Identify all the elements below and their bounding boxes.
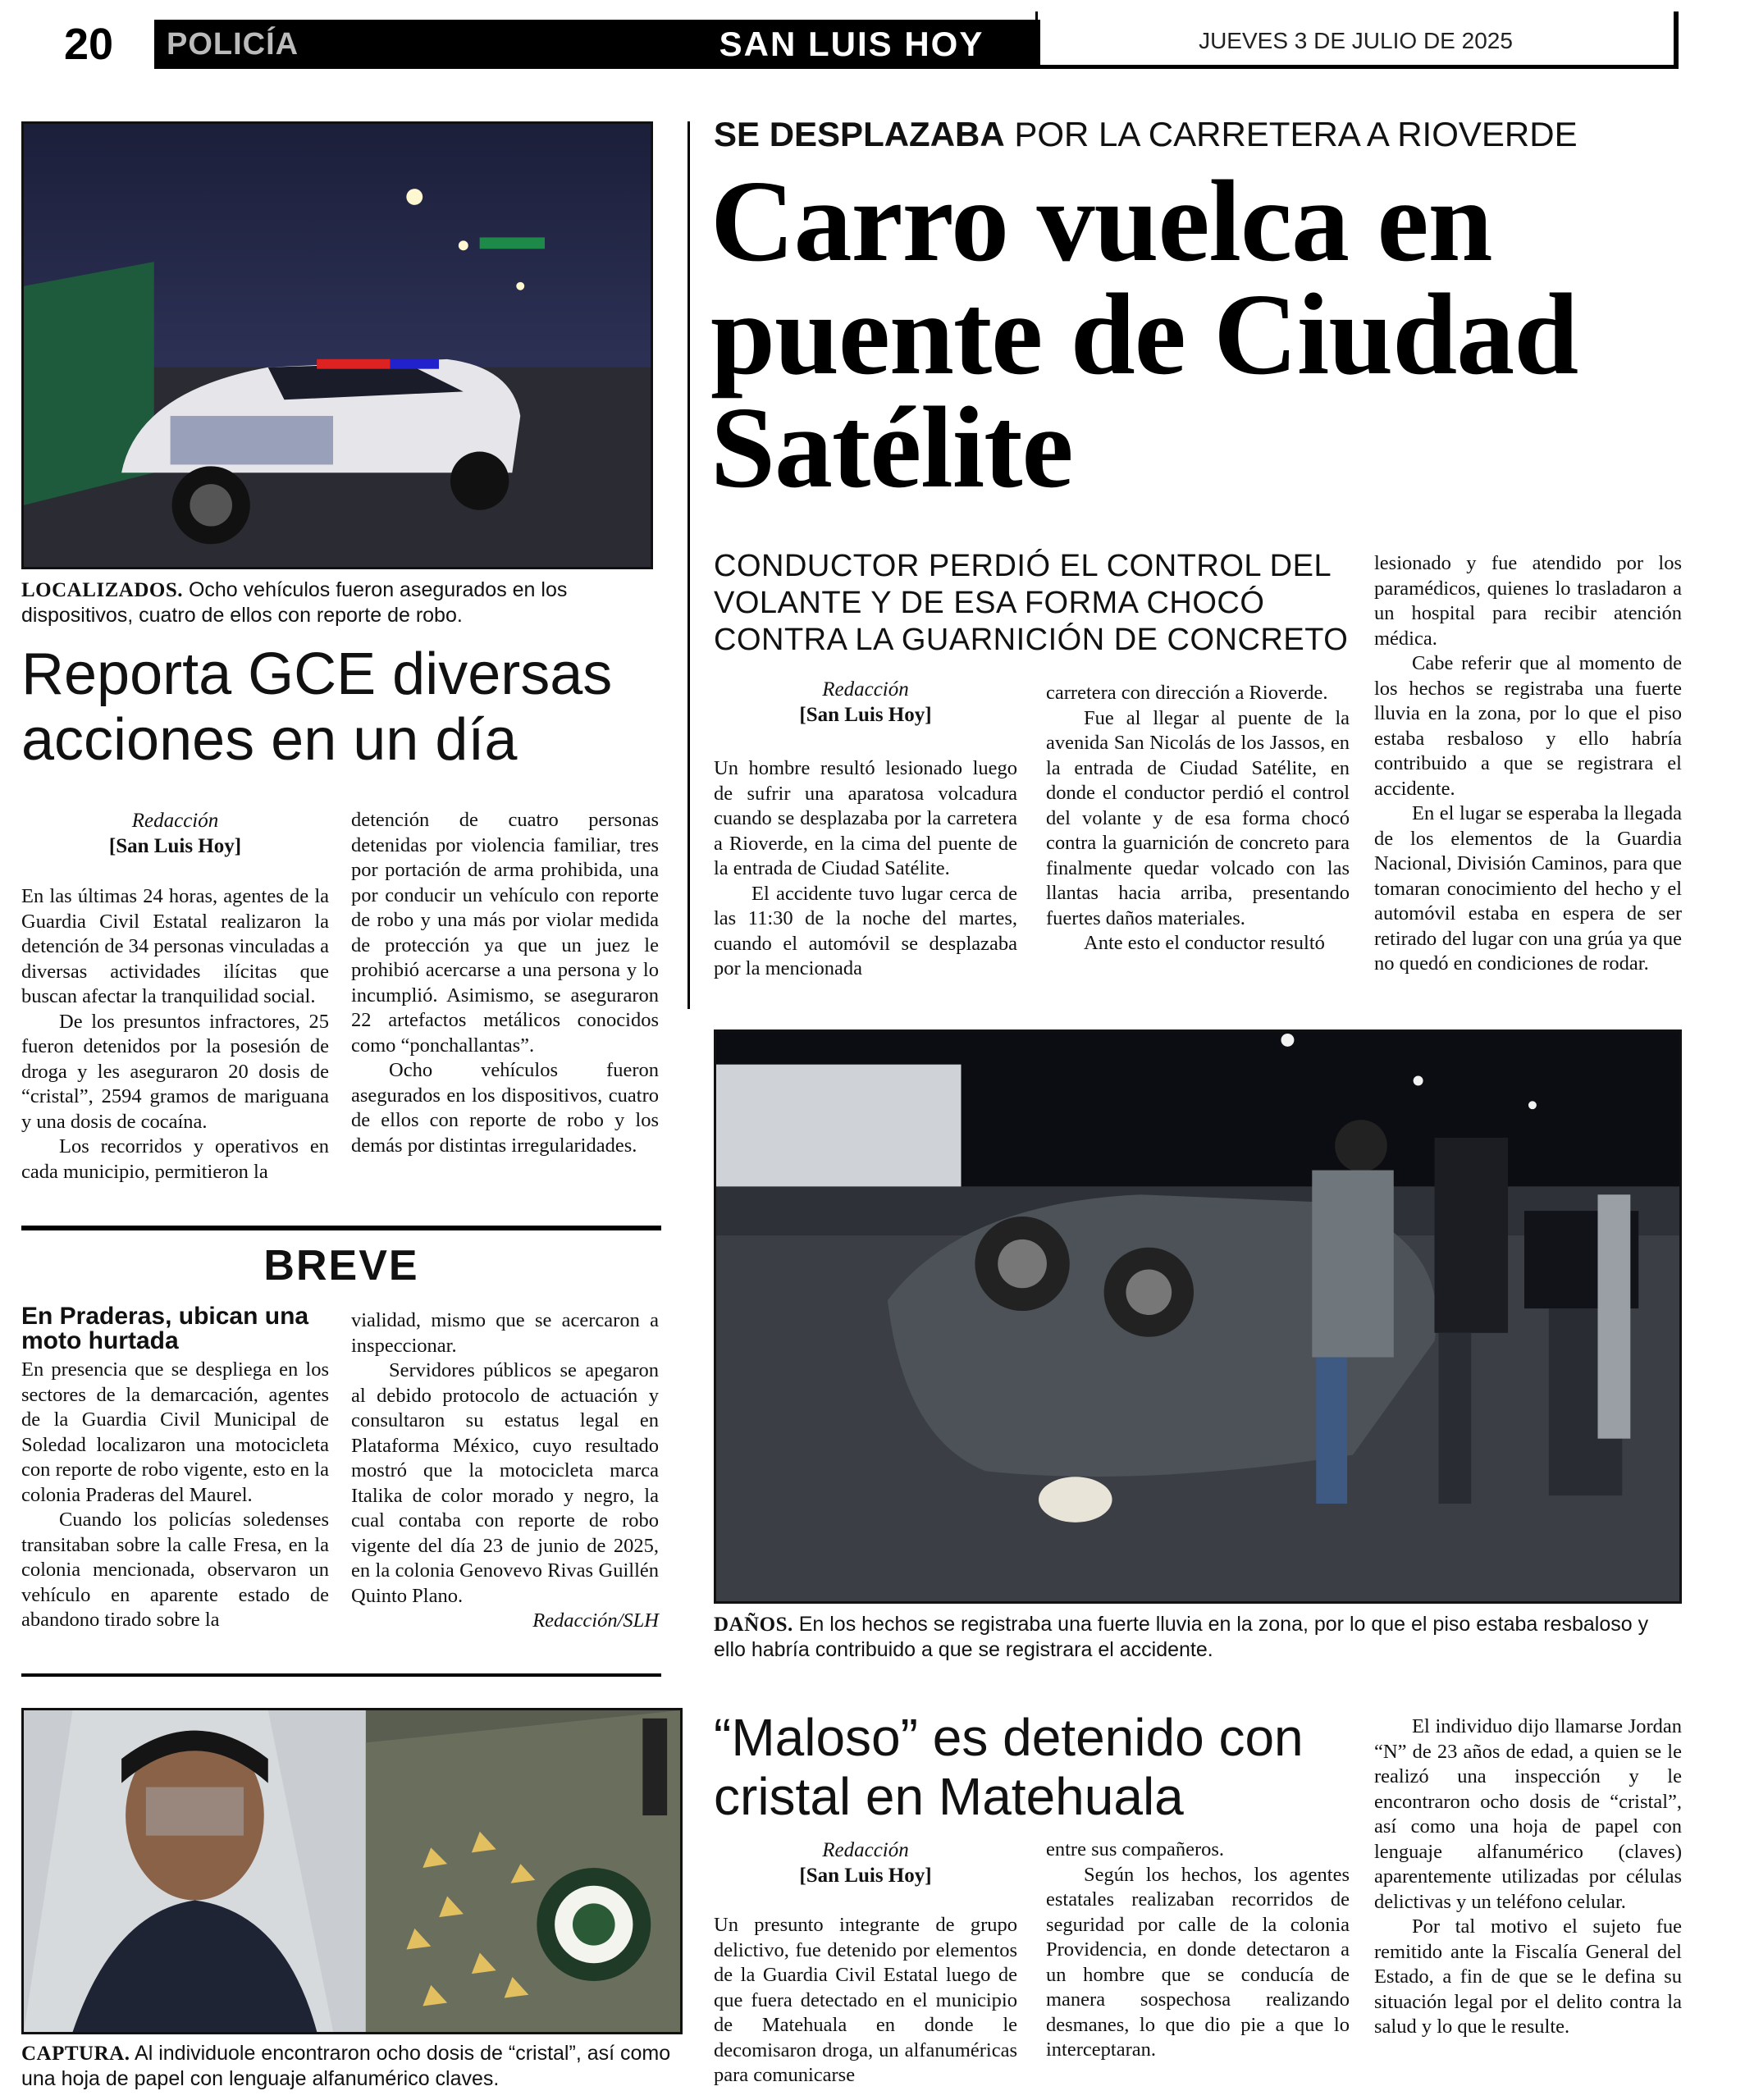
breve-rule — [21, 1226, 661, 1230]
caption-lead: LOCALIZADOS. — [21, 579, 184, 601]
paragraph: entre sus compañeros. — [1046, 1838, 1225, 1860]
byline-author: Redacción — [822, 678, 909, 701]
main-deck: CONDUCTOR PERDIÓ EL CONTROL DEL VOLANTE Y DE ESA FORMA CHOCÓ CONTRA LA GUARNICIÓN DE CONCRETO — [714, 549, 1349, 657]
caption-text: En los hechos se registraba una fuerte lluvia en la zona, por lo que el piso estaba resbaloso y ello habría contribuido a que se registrara el accidente. — [714, 1613, 1649, 1661]
paragraph: De los presuntos infractores, 25 fueron detenidos por la posesión de droga y les aseguraron 20 dosis de “cristal”, 2594 gramos de mariguana y una dosis de cocaína. — [21, 1010, 329, 1133]
breve-column-2 — [351, 1308, 659, 1634]
main-headline: Carro vuelca en puente de Ciudad Satélite — [710, 156, 1578, 512]
paragraph: Ante esto el conductor resultó — [1084, 932, 1325, 954]
kicker-rest: POR LA CARRETERA A RIOVERDE — [1004, 115, 1578, 153]
main-column-2 — [1046, 681, 1350, 956]
breve-title: BREVE — [263, 1242, 419, 1290]
paragraph: Cabe referir que al momento de los hechos se registraba una fuerte lluvia en la zona, por lo que el piso estaba resbaloso y ello habría contribuido a que se registrara el accidente. — [1374, 652, 1682, 800]
headline-gce: Reporta GCE diversas acciones en un día — [21, 641, 613, 773]
paragraph: Un hombre resultó lesionado luego de sufrir una aparatosa volcadura cuando se desplazaba por la carretera a Rioverde, en la cima del puente de la entrada de Ciudad Satélite. — [714, 757, 1017, 879]
paragraph: En el lugar se esperaba la llegada de los elementos de la Guardia Nacional, División Caminos, para que tomaran conocimiento del hecho y el automóvil estaba en espera de ser retirado del lugar con una grúa ya que no quedó en condiciones de rodar. — [1374, 802, 1682, 975]
byline-author: Redacción — [822, 1839, 909, 1861]
byline-main — [714, 677, 1017, 728]
gce-column-1 — [21, 884, 329, 1185]
section-name: POLICÍA — [167, 27, 299, 62]
paragraph: detención de cuatro personas detenidas por violencia familiar, tres por portación de arma prohibida, una por conducir un vehículo con reporte de robo y una más por violar medida de protección ya que un juez le prohibió acercarse a una persona y lo incumplió. Asimismo, se aseguraron 22 artefactos metálicos conocidos como “ponchallantas”. — [351, 809, 659, 1057]
paragraph: Por tal motivo el sujeto fue remitido ante la Fiscalía General del Estado, a fin de que se le defina su situación legal por el delito contra la salud y lo que le resulte. — [1374, 1915, 1682, 2038]
main-column-3 — [1374, 551, 1682, 977]
issue-date: JUEVES 3 DE JULIO DE 2025 — [1199, 28, 1513, 53]
kicker-bold: SE DESPLAZABA — [714, 115, 1005, 153]
breve-bottom-rule — [21, 1673, 661, 1677]
photo-caption-captura — [21, 2041, 683, 2091]
paragraph: Un presunto integrante de grupo delictivo, fue detenido por elementos de la Guardia Civil Estatal luego de que fuera detectado en el municipio de Matehuala en donde le decomisaron droga, un alfanuméricas para comunicarse — [714, 1914, 1017, 2086]
breve-subhead: En Praderas, ubican una moto hurtada — [21, 1303, 309, 1354]
byline-maloso — [714, 1838, 1017, 1888]
photo-detainee — [21, 1708, 683, 2034]
caption-text: Ocho vehículos fueron asegurados en los dispositivos, cuatro de ellos con reporte de robo. — [21, 578, 568, 627]
byline-paper: [San Luis Hoy] — [799, 1865, 932, 1887]
caption-text: Al individuole encontraron ocho dosis de “cristal”, así como una hoja de papel con lenguaje alfanumérico claves. — [21, 2042, 671, 2090]
photo-patrol-car — [21, 121, 653, 569]
byline-paper: [San Luis Hoy] — [799, 704, 932, 726]
newspaper-name: SAN LUIS HOY — [663, 20, 1040, 69]
main-kicker — [714, 113, 1698, 156]
byline-gce — [21, 808, 329, 859]
photo-overturned-car — [714, 1029, 1682, 1604]
date-box — [1035, 11, 1679, 69]
breve-signature: Redacción/SLH — [532, 1609, 659, 1632]
gce-column-2 — [351, 808, 659, 1158]
byline-paper: [San Luis Hoy] — [108, 835, 242, 857]
paragraph: Servidores públicos se apegaron al debido protocolo de actuación y consultaron su estatus legal en Plataforma México, cuyo resultado mostró que la motocicleta marca Italika de color morado y negro, la cual contaba con reporte de robo vigente del día 23 de junio de 2025, en la colonia Genovevo Rivas Guillén Quinto Plano. — [351, 1359, 659, 1607]
caption-lead: CAPTURA. — [21, 2043, 130, 2065]
paragraph: Según los hechos, los agentes estatales realizaban recorridos de seguridad por calle de la colonia Providencia, en donde detectaron a un hombre que se conducía de manera sospechosa realizando desmanes, lo que dio pie a que lo interceptaran. — [1046, 1863, 1350, 2061]
byline-author: Redacción — [131, 810, 219, 832]
maloso-column-1 — [714, 1913, 1017, 2089]
caption-lead: DAÑOS. — [714, 1614, 793, 1636]
paragraph: Fue al llegar al puente de la avenida San Nicolás de los Jassos, en la entrada de Ciudad Satélite, en donde el conductor perdió el control del volante y de esa forma chocó contra la guarnición de concreto para finalmente quedar volcado con las llantas hacia arriba, presentando fuertes daños materiales. — [1046, 706, 1350, 929]
paragraph: Cuando los policías soledenses transitaban sobre la calle Fresa, en la colonia mencionada, observaron un vehículo en aparente estado de abandono tirado sobre la — [21, 1509, 329, 1631]
paragraph: vialidad, mismo que se acercaron a inspeccionar. — [351, 1309, 659, 1357]
breve-column-1 — [21, 1358, 329, 1633]
headline-maloso: “Maloso” es detenido con cristal en Matehuala — [714, 1708, 1304, 1826]
paragraph: En presencia que se despliega en los sectores de la demarcación, agentes de la Guardia Civil Municipal de Soledad localizaron una motocicleta con reporte de robo vigente, esto en la colonia Praderas del Maurel. — [21, 1358, 329, 1506]
photo-caption-localizados — [21, 578, 661, 628]
paragraph: carretera con dirección a Rioverde. — [1046, 682, 1328, 704]
paragraph: Ocho vehículos fueron asegurados en los dispositivos, cuatro de ellos con reporte de robo y los demás por distintas irregularidades. — [351, 1059, 659, 1157]
paragraph: En las últimas 24 horas, agentes de la Guardia Civil Estatal realizaron la detención de 34 personas vinculadas a diversas actividades ilícitas que buscan afectar la tranquilidad social. — [21, 885, 329, 1007]
paragraph: El accidente tuvo lugar cerca de las 11:30 de la noche del martes, cuando el automóvil se desplazaba por la mencionada — [714, 882, 1017, 979]
photo-caption-danos — [714, 1612, 1682, 1662]
masthead-bar — [23, 20, 1035, 69]
paragraph: El individuo dijo llamarse Jordan “N” de 23 años de edad, a quien se le realizó una inspección y le encontraron ocho dosis de “cristal”, así como una hoja de papel con lenguaje alfanumérico (claves) aparentemente utilizadas por células delictivas y un teléfono celular. — [1374, 1715, 1682, 1913]
main-column-1 — [714, 756, 1017, 982]
paragraph: lesionado y fue atendido por los paramédicos, quienes lo trasladaron a un hospital para recibir atención médica. — [1374, 552, 1682, 650]
maloso-column-2 — [1046, 1838, 1350, 2063]
page-number: 20 — [23, 20, 154, 69]
column-divider — [687, 121, 690, 1009]
maloso-column-3 — [1374, 1714, 1682, 2040]
paragraph: Los recorridos y operativos en cada municipio, permitieron la — [21, 1135, 329, 1183]
